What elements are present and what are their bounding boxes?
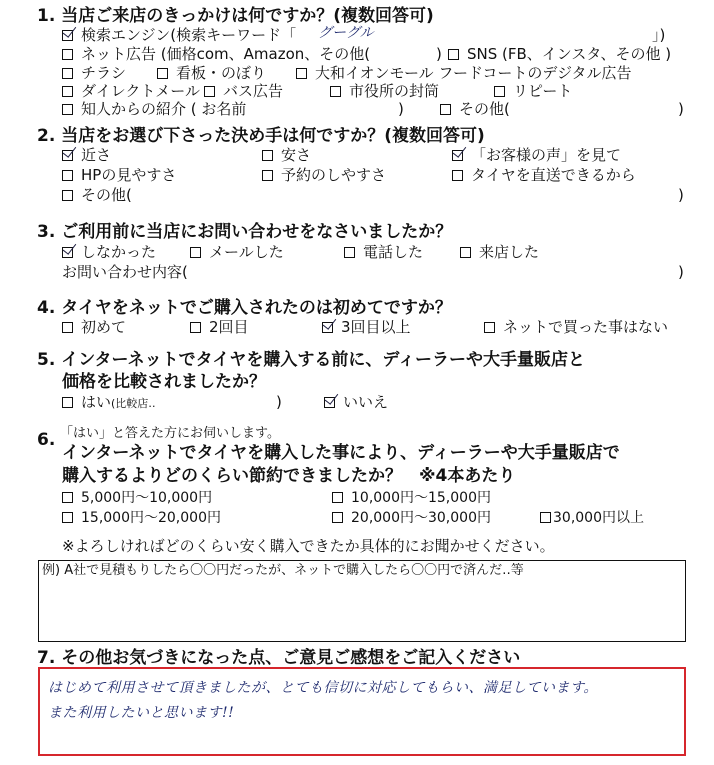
q5-title-line1: 5. インターネットでタイヤを購入する前に、ディーラーや大手量販店と <box>37 350 585 370</box>
q1-digital-ad[interactable]: 大和イオンモール フードコートのデジタル広告 <box>296 64 631 82</box>
q6-example: 例) A社で見積もりしたら〇〇円だったが、ネットで購入したら〇〇円で済んだ‥等 <box>42 563 524 578</box>
q3-inquiry-close: ) <box>678 263 684 281</box>
checkbox[interactable] <box>62 68 73 79</box>
q7-answer-line1: はじめて利用させて頂きましたが、とても信切に対応してもらい、満足しています。 <box>48 680 598 696</box>
q1-signboard[interactable]: 看板・のぼり <box>157 64 266 82</box>
checkbox[interactable] <box>344 247 355 258</box>
checkbox[interactable] <box>330 86 341 97</box>
checkbox[interactable] <box>62 190 73 201</box>
checkbox[interactable] <box>332 512 343 523</box>
checkbox[interactable] <box>190 322 201 333</box>
checkbox-checked[interactable] <box>62 30 73 41</box>
checkbox[interactable] <box>62 86 73 97</box>
q1-repeat[interactable]: リピート <box>494 82 572 100</box>
q1-other[interactable]: その他( <box>440 100 510 118</box>
q1-city-envelope[interactable]: 市役所の封筒 <box>330 82 439 100</box>
checkbox[interactable] <box>62 397 73 408</box>
q3-inquiry-label: お問い合わせ内容( <box>62 263 188 281</box>
q2-other-close: ) <box>678 186 684 204</box>
q1-search-engine[interactable]: 検索エンジン(検索キーワード「 <box>62 26 296 44</box>
checkbox[interactable] <box>62 104 73 115</box>
q1-search-keyword-handwritten: グーグル <box>318 25 374 41</box>
q7-answer-line2: また利用したいと思います!! <box>48 705 235 721</box>
checkbox[interactable] <box>157 68 168 79</box>
q2-other[interactable]: その他( <box>62 186 132 204</box>
q1-search-close: 」) <box>652 26 666 44</box>
q6-opt-10000[interactable]: 10,000円～15,000円 <box>332 489 491 507</box>
q3-phone[interactable]: 電話した <box>344 243 423 261</box>
q5-yes-close: ) <box>276 393 282 411</box>
checkbox[interactable] <box>484 322 495 333</box>
q2-reservation[interactable]: 予約のしやすさ <box>262 166 386 184</box>
q6-pretext: 「はい」と答えた方にお伺いします。 <box>60 426 280 441</box>
q3-visited[interactable]: 来店した <box>460 243 539 261</box>
checkbox[interactable] <box>440 104 451 115</box>
checkbox[interactable] <box>296 68 307 79</box>
q7-title: 7. その他お気づきになった点、ご意見ご感想をご記入ください <box>37 648 521 668</box>
q3-email[interactable]: メールした <box>190 243 284 261</box>
q6-opt-20000[interactable]: 20,000円～30,000円 <box>332 509 491 527</box>
q2-near[interactable]: 近さ <box>62 146 111 164</box>
q6-opt-30000[interactable]: 30,000円以上 <box>540 509 644 527</box>
q1-referral-close: ) <box>398 100 404 118</box>
q4-second[interactable]: 2回目 <box>190 318 249 336</box>
checkbox[interactable] <box>62 49 73 60</box>
q5-yes[interactable]: はい(比較店‥ <box>62 393 156 413</box>
q6-opt-5000[interactable]: 5,000円～10,000円 <box>62 489 212 507</box>
checkbox[interactable] <box>262 170 273 181</box>
q1-other-close: ) <box>678 100 684 118</box>
checkbox[interactable] <box>62 322 73 333</box>
q2-direct-ship[interactable]: タイヤを直送できるから <box>452 166 636 184</box>
checkbox-checked[interactable] <box>322 322 333 333</box>
q4-third-plus[interactable]: 3回目以上 <box>322 318 411 336</box>
checkbox[interactable] <box>262 150 273 161</box>
q2-cheap[interactable]: 安さ <box>262 146 311 164</box>
checkbox-checked[interactable] <box>324 397 335 408</box>
q6-title-line2: インターネットでタイヤを購入した事により、ディーラーや大手量販店で <box>62 443 620 463</box>
q3-did-not[interactable]: しなかった <box>62 243 156 261</box>
q6-title-line3: 購入するよりどのくらい節約できましたか？ ※4本あたり <box>62 466 516 486</box>
q4-title: 4. タイヤをネットでご購入されたのは初めてですか？ <box>37 298 452 318</box>
q1-sns[interactable]: SNS (FB、インスタ、その他 ) <box>448 45 671 63</box>
q5-no[interactable]: いいえ <box>324 393 388 411</box>
q2-title: 2. 当店をお選び下さった決め手は何ですか？(複数回答可) <box>37 126 485 146</box>
checkbox[interactable] <box>190 247 201 258</box>
q3-title: 3. ご利用前に当店にお問い合わせをなさいましたか？ <box>37 222 453 242</box>
q6-number: 6. <box>37 430 56 450</box>
q1-bus-ad[interactable]: バス広告 <box>204 82 283 100</box>
checkbox-checked[interactable] <box>452 150 463 161</box>
q6-opt-15000[interactable]: 15,000円～20,000円 <box>62 509 221 527</box>
q1-net-ad-close: ) <box>436 45 442 63</box>
q2-hp[interactable]: HPの見やすさ <box>62 166 176 184</box>
checkbox[interactable] <box>452 170 463 181</box>
checkbox-checked[interactable] <box>62 247 73 258</box>
q4-first[interactable]: 初めて <box>62 318 126 336</box>
q1-title: 1. 当店ご来店のきっかけは何ですか？(複数回答可) <box>37 6 434 26</box>
checkbox[interactable] <box>62 512 73 523</box>
checkbox[interactable] <box>494 86 505 97</box>
q1-flyer[interactable]: チラシ <box>62 64 126 82</box>
q2-customer-voice[interactable]: 「お客様の声」を見て <box>452 146 621 164</box>
checkbox[interactable] <box>204 86 215 97</box>
checkbox-checked[interactable] <box>62 150 73 161</box>
q1-direct-mail[interactable]: ダイレクトメール <box>62 82 200 100</box>
q5-title-line2: 価格を比較されましたか？ <box>62 372 266 392</box>
checkbox[interactable] <box>460 247 471 258</box>
checkbox[interactable] <box>540 512 551 523</box>
q1-referral[interactable]: 知人からの紹介 ( お名前 <box>62 100 246 118</box>
q1-net-ad[interactable]: ネット広告 (価格com、Amazon、その他( <box>62 45 370 63</box>
q6-note: ※よろしければどのくらい安く購入できたか具体的にお聞かせください。 <box>62 537 555 555</box>
checkbox[interactable] <box>332 492 343 503</box>
q4-never[interactable]: ネットで買った事はない <box>484 318 668 336</box>
checkbox[interactable] <box>448 49 459 60</box>
checkbox[interactable] <box>62 170 73 181</box>
checkbox[interactable] <box>62 492 73 503</box>
